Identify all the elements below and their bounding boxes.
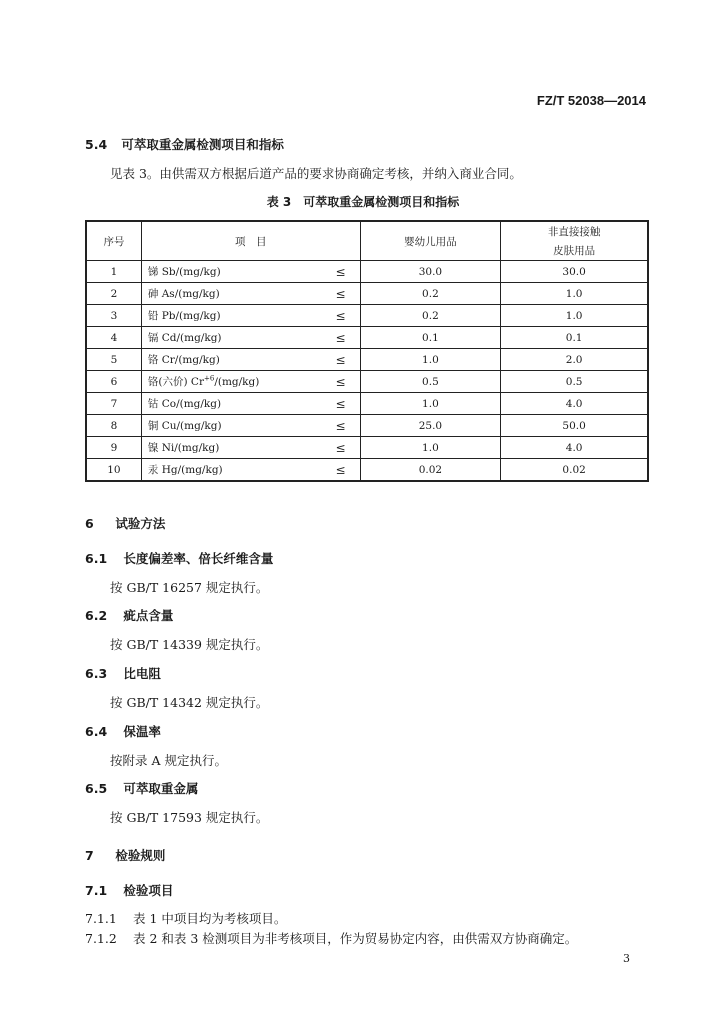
row-value-infant: 0.1 bbox=[360, 327, 501, 349]
row-index: 4 bbox=[86, 327, 141, 349]
section-6-3-heading bbox=[85, 664, 161, 682]
section-number: 6.3 bbox=[85, 666, 108, 681]
row-value-infant: 1.0 bbox=[360, 393, 501, 415]
standard-code: FZ/T 52038—2014 bbox=[536, 93, 646, 108]
header-col2 bbox=[501, 221, 648, 261]
table-header-row bbox=[86, 221, 648, 261]
row-value-infant: 25.0 bbox=[360, 415, 501, 437]
row-item bbox=[141, 371, 321, 393]
page-number: 3 bbox=[623, 952, 630, 965]
row-value-noncontact: 1.0 bbox=[501, 305, 648, 327]
section-6-heading bbox=[85, 514, 165, 532]
section-6-5-text: 按 GB/T 17593 规定执行。 bbox=[110, 810, 269, 825]
section-6-4-text: 按附录 A 规定执行。 bbox=[110, 753, 227, 768]
row-value-noncontact: 0.02 bbox=[501, 459, 648, 482]
clause-number: 7.1.1 bbox=[85, 911, 117, 926]
row-value-noncontact: 30.0 bbox=[501, 261, 648, 283]
clause-7-1-2 bbox=[85, 929, 577, 947]
row-value-infant: 1.0 bbox=[360, 349, 501, 371]
row-index: 7 bbox=[86, 393, 141, 415]
section-7-1-heading bbox=[85, 881, 173, 899]
header-col2-line1: 非直接接触 bbox=[547, 226, 601, 238]
section-5-4-text: 见表 3。由供需双方根据后道产品的要求协商确定考核，并纳入商业合同。 bbox=[110, 166, 522, 181]
row-item: 汞 Hg/(mg/kg) bbox=[141, 459, 321, 482]
table-row bbox=[86, 327, 648, 349]
row-index: 9 bbox=[86, 437, 141, 459]
section-number: 6.4 bbox=[85, 724, 108, 739]
section-6-3-text: 按 GB/T 14342 规定执行。 bbox=[110, 695, 269, 710]
section-number: 6.1 bbox=[85, 551, 108, 566]
row-value-infant: 0.2 bbox=[360, 283, 501, 305]
section-title: 疵点含量 bbox=[123, 608, 174, 623]
row-index: 6 bbox=[86, 371, 141, 393]
section-title: 检验规则 bbox=[115, 848, 166, 863]
table-row bbox=[86, 393, 648, 415]
section-number: 5.4 bbox=[85, 137, 108, 152]
row-index: 8 bbox=[86, 415, 141, 437]
clause-7-1-1 bbox=[85, 909, 286, 927]
row-value-noncontact: 0.5 bbox=[501, 371, 648, 393]
section-title: 长度偏差率、倍长纤维含量 bbox=[123, 551, 274, 566]
table-row bbox=[86, 459, 648, 482]
clause-text: 表 1 中项目均为考核项目。 bbox=[132, 911, 287, 926]
row-value-noncontact: 1.0 bbox=[501, 283, 648, 305]
row-value-noncontact: 4.0 bbox=[501, 437, 648, 459]
section-number: 6.2 bbox=[85, 608, 108, 623]
header-col2-line2: 皮肤用品 bbox=[553, 245, 596, 257]
section-title: 检验项目 bbox=[123, 883, 174, 898]
row-item: 镉 Cd/(mg/kg) bbox=[141, 327, 321, 349]
section-6-4-heading bbox=[85, 722, 161, 740]
row-symbol: ≤ bbox=[322, 415, 360, 437]
row-value-infant: 0.5 bbox=[360, 371, 501, 393]
row-index: 10 bbox=[86, 459, 141, 482]
row-item: 铅 Pb/(mg/kg) bbox=[141, 305, 321, 327]
section-number: 7 bbox=[85, 848, 94, 863]
row-symbol: ≤ bbox=[322, 349, 360, 371]
section-number: 6.5 bbox=[85, 781, 108, 796]
section-title: 可萃取重金属 bbox=[123, 781, 199, 796]
table-row bbox=[86, 305, 648, 327]
table-caption: 表 3 可萃取重金属检测项目和指标 bbox=[266, 195, 460, 209]
row-item: 锑 Sb/(mg/kg) bbox=[141, 261, 321, 283]
section-6-1-heading bbox=[85, 549, 273, 567]
row-value-infant: 0.02 bbox=[360, 459, 501, 482]
table-row bbox=[86, 371, 648, 393]
section-5-4-heading bbox=[85, 135, 284, 153]
row-symbol: ≤ bbox=[322, 437, 360, 459]
table-row bbox=[86, 437, 648, 459]
clause-text: 表 2 和表 3 检测项目为非考核项目，作为贸易协定内容，由供需双方协商确定。 bbox=[132, 931, 578, 946]
row-index: 5 bbox=[86, 349, 141, 371]
row-index: 3 bbox=[86, 305, 141, 327]
row-value-noncontact: 2.0 bbox=[501, 349, 648, 371]
header-item: 项 目 bbox=[141, 221, 360, 261]
row-symbol: ≤ bbox=[322, 283, 360, 305]
row-item: 镍 Ni/(mg/kg) bbox=[141, 437, 321, 459]
section-title: 比电阻 bbox=[123, 666, 161, 681]
row-symbol: ≤ bbox=[322, 393, 360, 415]
header-col1: 婴幼儿用品 bbox=[360, 221, 501, 261]
row-item: 钴 Co/(mg/kg) bbox=[141, 393, 321, 415]
row-symbol: ≤ bbox=[322, 305, 360, 327]
row-symbol: ≤ bbox=[322, 327, 360, 349]
row-item: 铜 Cu/(mg/kg) bbox=[141, 415, 321, 437]
table-row bbox=[86, 415, 648, 437]
row-index: 1 bbox=[86, 261, 141, 283]
section-6-5-heading bbox=[85, 779, 198, 797]
table-row bbox=[86, 261, 648, 283]
row-symbol: ≤ bbox=[322, 261, 360, 283]
row-value-noncontact: 4.0 bbox=[501, 393, 648, 415]
row-index: 2 bbox=[86, 283, 141, 305]
row-value-noncontact: 50.0 bbox=[501, 415, 648, 437]
row-item: 铬 Cr/(mg/kg) bbox=[141, 349, 321, 371]
section-title: 试验方法 bbox=[115, 516, 166, 531]
row-value-infant: 0.2 bbox=[360, 305, 501, 327]
section-6-2-text: 按 GB/T 14339 规定执行。 bbox=[110, 637, 269, 652]
section-title: 保温率 bbox=[123, 724, 161, 739]
table-row bbox=[86, 283, 648, 305]
row-symbol: ≤ bbox=[322, 371, 360, 393]
row-value-noncontact: 0.1 bbox=[501, 327, 648, 349]
row-item-prefix: 铬(六价) Cr bbox=[147, 376, 204, 388]
header-index: 序号 bbox=[86, 221, 141, 261]
section-title: 可萃取重金属检测项目和指标 bbox=[121, 137, 284, 152]
row-item-superscript: +6 bbox=[203, 374, 215, 383]
section-number: 6 bbox=[85, 516, 94, 531]
section-7-heading bbox=[85, 846, 165, 864]
section-6-1-text: 按 GB/T 16257 规定执行。 bbox=[110, 580, 269, 595]
row-value-infant: 30.0 bbox=[360, 261, 501, 283]
section-6-2-heading bbox=[85, 606, 173, 624]
row-symbol: ≤ bbox=[322, 459, 360, 482]
row-item: 砷 As/(mg/kg) bbox=[141, 283, 321, 305]
row-item-suffix: /(mg/kg) bbox=[214, 376, 260, 388]
heavy-metal-table bbox=[85, 220, 649, 482]
clause-number: 7.1.2 bbox=[85, 931, 117, 946]
section-number: 7.1 bbox=[85, 883, 108, 898]
table-row bbox=[86, 349, 648, 371]
row-value-infant: 1.0 bbox=[360, 437, 501, 459]
